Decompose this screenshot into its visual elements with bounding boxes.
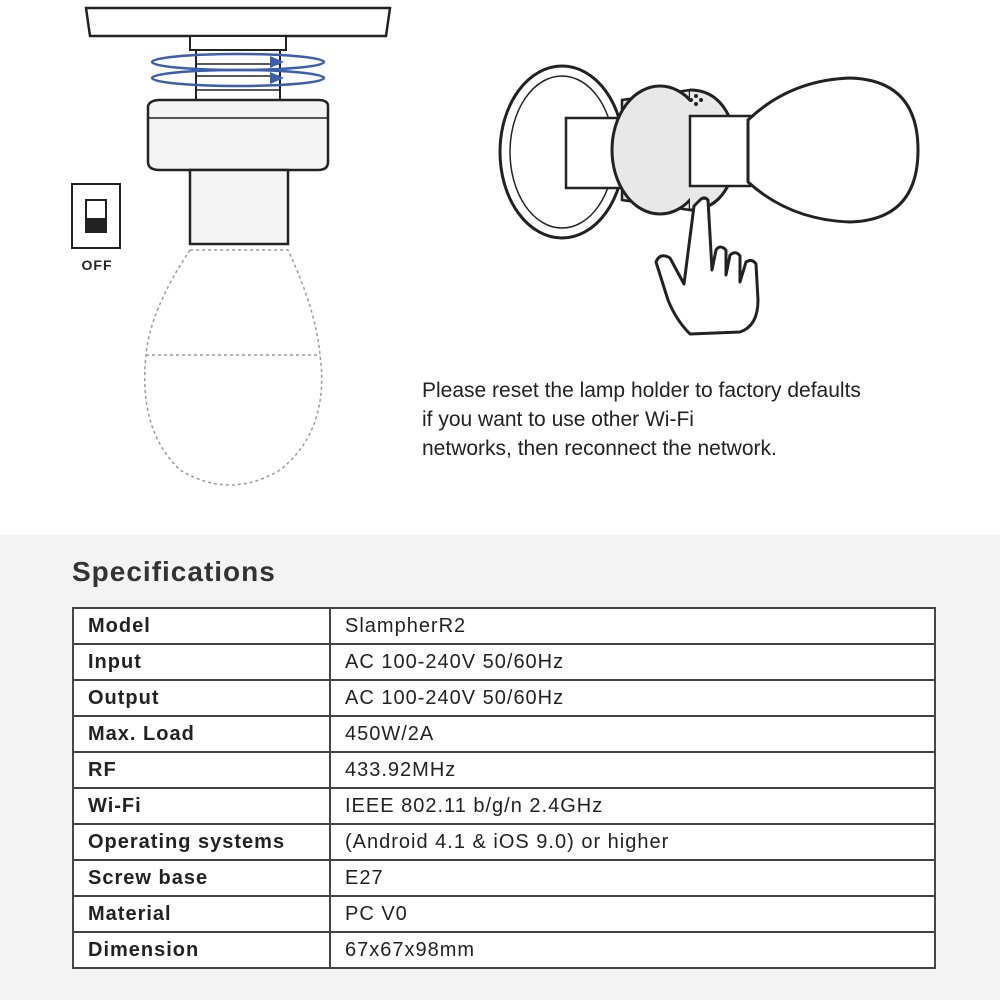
spec-label: RF	[73, 752, 330, 788]
light-bulb-illustration	[748, 78, 918, 222]
spec-value: IEEE 802.11 b/g/n 2.4GHz	[330, 788, 935, 824]
spec-value: AC 100-240V 50/60Hz	[330, 644, 935, 680]
spec-value: AC 100-240V 50/60Hz	[330, 680, 935, 716]
specifications-title: Specifications	[72, 556, 276, 587]
spec-value: E27	[330, 860, 935, 896]
bulb-outline-illustration	[145, 250, 322, 485]
spec-label: Max. Load	[73, 716, 330, 752]
spec-value: SlampherR2	[330, 608, 935, 644]
table-row	[73, 824, 935, 860]
instruction-line: networks, then reconnect the network.	[422, 437, 777, 460]
wall-mounted-holder-illustration	[500, 66, 750, 238]
table-row	[73, 788, 935, 824]
wall-switch-icon	[72, 184, 120, 248]
spec-label: Material	[73, 896, 330, 932]
spec-label: Operating systems	[73, 824, 330, 860]
spec-value: 433.92MHz	[330, 752, 935, 788]
specifications-table	[72, 607, 936, 969]
hand-press-icon	[656, 198, 758, 334]
switch-state-label: OFF	[81, 257, 113, 273]
spec-label: Screw base	[73, 860, 330, 896]
spec-value: PC V0	[330, 896, 935, 932]
lamp-holder-device-illustration	[148, 100, 328, 244]
table-row	[73, 896, 935, 932]
spec-label: Output	[73, 680, 330, 716]
table-row	[73, 644, 935, 680]
table-row	[73, 608, 935, 644]
table-row	[73, 860, 935, 896]
table-row	[73, 716, 935, 752]
spec-label: Dimension	[73, 932, 330, 968]
spec-value: 67x67x98mm	[330, 932, 935, 968]
instruction-line: if you want to use other Wi-Fi	[422, 408, 694, 431]
instruction-line: Please reset the lamp holder to factory defaults	[422, 379, 861, 402]
table-row	[73, 680, 935, 716]
spec-value: 450W/2A	[330, 716, 935, 752]
reset-instructions	[422, 376, 982, 463]
table-row	[73, 932, 935, 968]
ceiling-plate-illustration	[86, 8, 390, 36]
spec-value: (Android 4.1 & iOS 9.0) or higher	[330, 824, 935, 860]
spec-label: Input	[73, 644, 330, 680]
spec-label: Model	[73, 608, 330, 644]
table-row	[73, 752, 935, 788]
spec-label: Wi-Fi	[73, 788, 330, 824]
